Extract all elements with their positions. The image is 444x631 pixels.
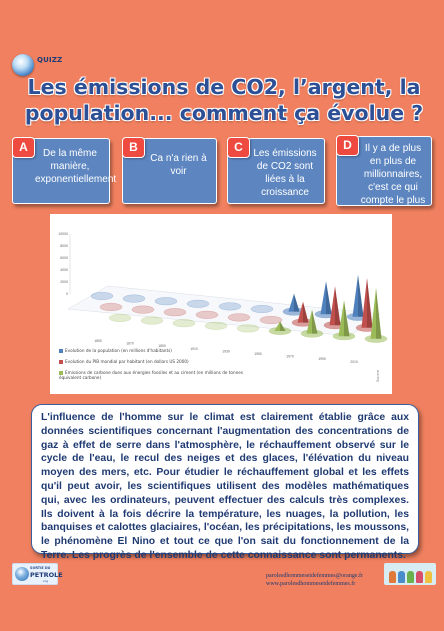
figure-icon — [389, 571, 396, 583]
cone-base — [251, 305, 273, 313]
x-tick-label: 2010 — [350, 359, 358, 364]
cone-base — [132, 306, 154, 314]
cone-base — [187, 300, 209, 308]
chart-source-note: Source — [375, 369, 380, 383]
info-text-box — [31, 404, 419, 561]
association-logo[interactable] — [384, 563, 436, 585]
cone-base — [155, 297, 177, 305]
answer-text-d: Il y a de plus en plus de millionnaires, c'est ce qui compte le plus — [360, 143, 426, 206]
cone-base — [141, 317, 163, 325]
cone-shade — [376, 288, 382, 339]
legend-label: Evolution de la population (en millions d'habitants) — [65, 348, 172, 353]
cone-shade — [326, 281, 332, 314]
cone-base — [228, 314, 250, 322]
contact-email[interactable]: parolesdhommesetdefemmes@orange.fr — [266, 573, 363, 579]
x-tick-label: 1930 — [222, 349, 230, 354]
globe-icon — [15, 567, 29, 581]
answer-letter-d: D — [336, 135, 359, 156]
y-tick-label: 4000 — [60, 268, 68, 273]
cone-base — [219, 303, 241, 311]
legend-swatch — [59, 349, 63, 353]
answer-option-d[interactable] — [336, 136, 432, 206]
cone-base — [91, 292, 113, 300]
cone-chart — [50, 214, 392, 394]
figure-icon — [425, 571, 432, 583]
section-label: QUIZZ — [37, 56, 63, 64]
answer-option-b[interactable] — [122, 138, 217, 204]
logo-text: .org — [42, 579, 48, 583]
x-tick-label: 1950 — [254, 352, 262, 356]
cone-shade — [367, 278, 373, 328]
x-tick-label: 1890 — [158, 344, 166, 349]
cone-base — [100, 303, 122, 311]
logo-text: SORTIE DU — [30, 566, 51, 570]
answer-letter-a: A — [12, 137, 35, 158]
answer-option-c[interactable] — [227, 138, 325, 204]
y-tick-label: 10000 — [58, 232, 68, 237]
legend-swatch — [59, 360, 63, 364]
page-title: Les émissions de CO2, l’argent, la population... comment ça évolue ? — [24, 75, 424, 125]
figure-icon — [416, 571, 423, 583]
cone-base — [173, 319, 195, 327]
answer-letter-b: B — [122, 137, 145, 158]
y-tick-label: 0 — [66, 292, 68, 297]
answer-text-b: Ca n'a rien à voir — [150, 153, 207, 177]
cone-base — [260, 316, 282, 324]
answer-text-c: Les émissions de CO2 sont liées à la croissance — [253, 148, 317, 198]
x-tick-label: 1910 — [190, 346, 198, 351]
y-tick-label: 2000 — [60, 280, 68, 285]
cone-base — [164, 308, 186, 316]
figure-icon — [398, 571, 405, 583]
cone-shade — [335, 286, 341, 325]
y-tick-label: 6000 — [60, 256, 68, 261]
figure-icon — [407, 571, 414, 583]
sortie-du-petrole-logo[interactable] — [12, 563, 63, 585]
x-tick-label: 1870 — [126, 341, 134, 346]
answer-option-a[interactable] — [12, 138, 117, 204]
legend-label: Emissions de carbone dues aux énergies fossiles et au ciment (en millions de tonnes équivalent carbone) — [59, 370, 244, 380]
cone-base — [123, 295, 145, 303]
answer-letter-c: C — [227, 137, 250, 158]
legend-item-emissions — [59, 370, 259, 380]
legend-label: Evolution du PIB mondial par habitant (en dollars US 2000) — [65, 359, 189, 364]
contact-info — [266, 572, 402, 588]
x-tick-label: 1850 — [94, 339, 102, 343]
answer-text-a: De la même manière, exponentiellement — [35, 148, 117, 185]
logo-text: PETROLE — [30, 571, 63, 579]
y-tick-label: 8000 — [60, 244, 68, 249]
cone-shade — [294, 294, 300, 312]
cone-base — [109, 314, 131, 322]
info-text: L'influence de l'homme sur le climat est clairement établie grâce aux données scientifiques concernant l'augmentation des concentrations de gaz à effet de serre dans l'atmosphère, le réchauffement observé sur le cycle de l'eau, le recul des neiges et des glaces, l'élévation du niveau moyen des mers, etc. Pour étudier le réchauffement global et les effets qu'il peut avoir, les scientifiques utilisent des modèles mathématiques qui, avec les ordinateurs, peuvent effectuer des calculs très complexes. Ils doivent à la fois décrire la température, les nuages, la pollution, les banquises et calottes glaciaires, l'océan, les précipitations, les moussons, le phénomène El Nino et tout ce que l'on sait du fonctionnement de la Terre. Les progrès de l'ensemble de cette connaissance sont permanents. — [41, 412, 409, 561]
legend-item-population — [59, 348, 259, 353]
cone-base — [237, 325, 259, 333]
legend-item-gdp — [59, 359, 259, 364]
globe-icon — [12, 54, 34, 76]
cone-base — [205, 322, 227, 330]
x-tick-label: 1970 — [286, 354, 294, 359]
cone-base — [196, 311, 218, 319]
chart-panel — [50, 214, 392, 394]
x-tick-label: 1990 — [318, 357, 326, 362]
contact-website[interactable]: www.parolesdhommesetdefemmes.fr — [266, 581, 356, 587]
cone-shade — [358, 275, 364, 317]
